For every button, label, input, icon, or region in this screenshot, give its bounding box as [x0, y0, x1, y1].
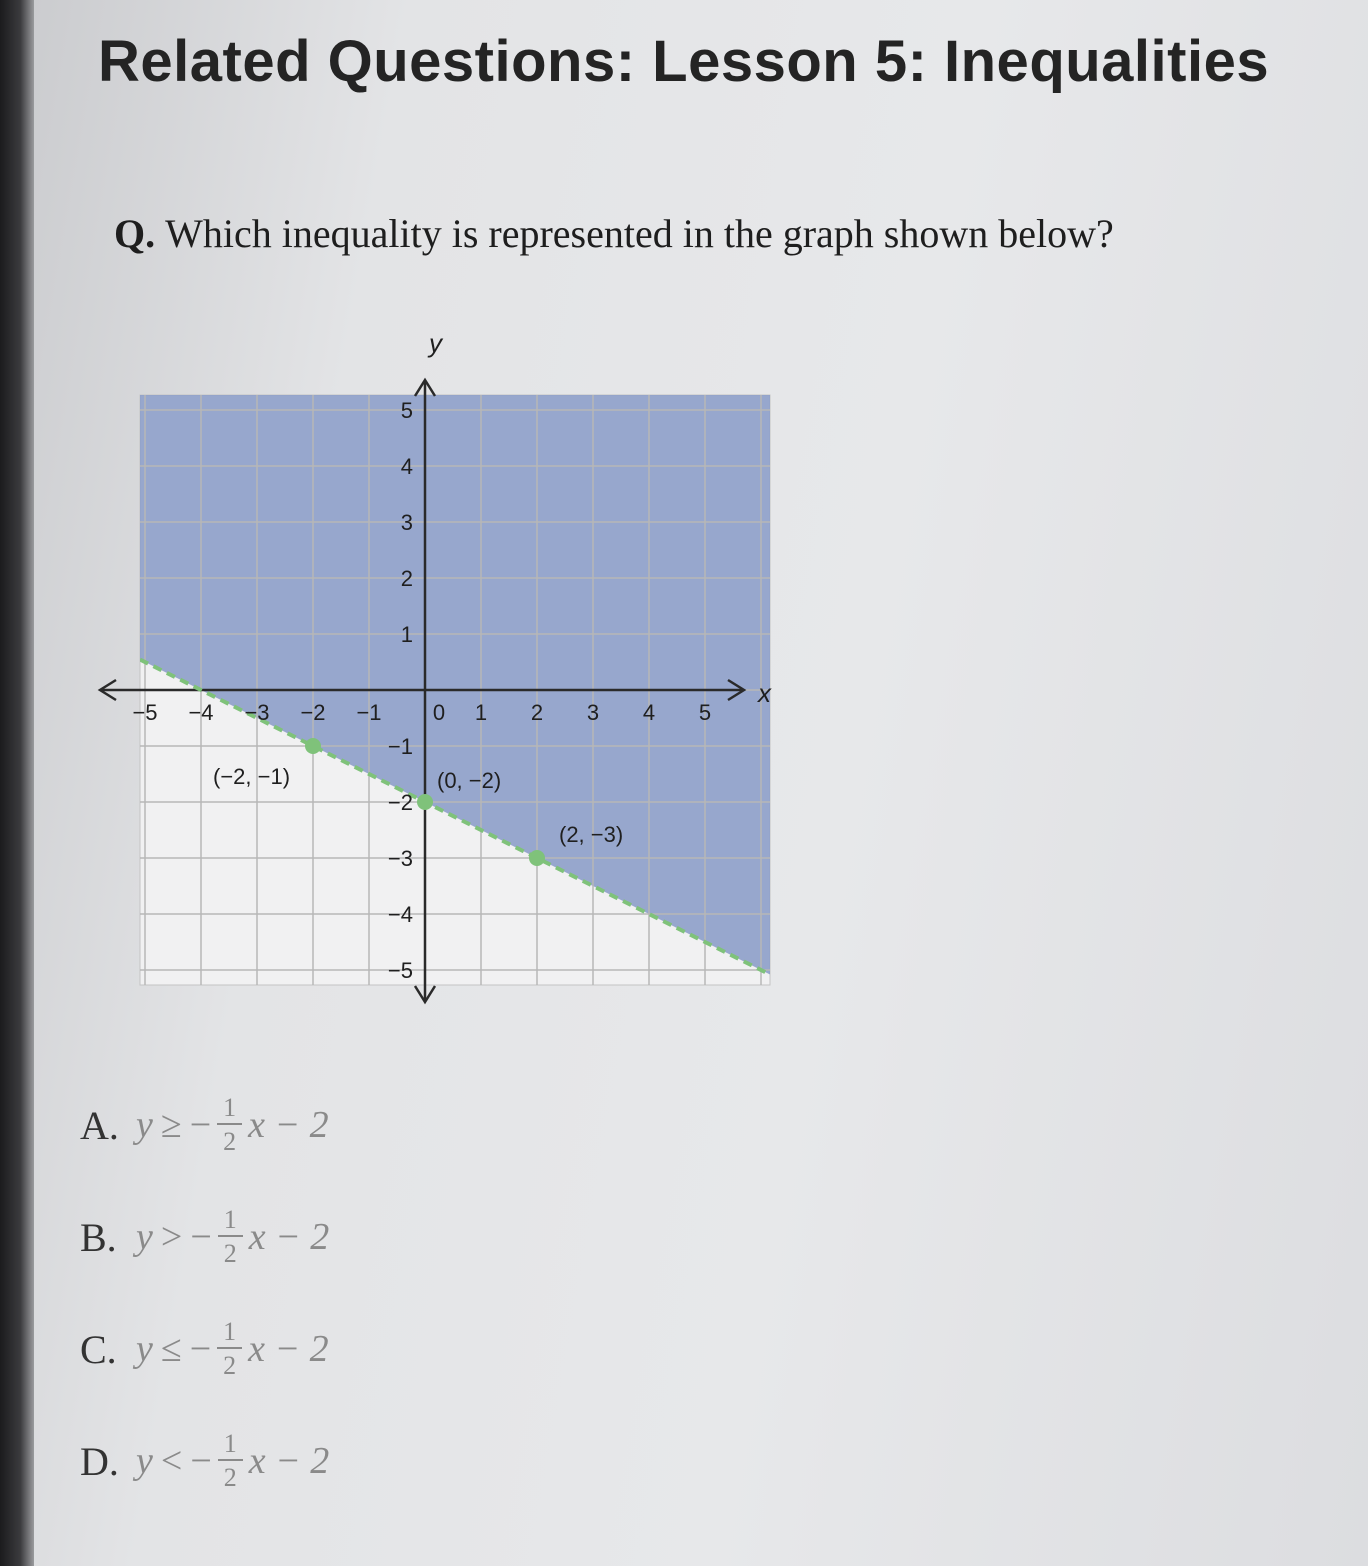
- y-tick-label: −5: [387, 958, 413, 983]
- expr-inequality-sign: <: [160, 1440, 183, 1482]
- point-label: (−2, −1): [213, 764, 291, 789]
- plotted-point: [529, 850, 545, 866]
- x-tick-label: 5: [698, 700, 712, 725]
- expr-rest: x − 2: [248, 1440, 330, 1482]
- question-text: Which inequality is represented in the graph shown below?: [165, 211, 1114, 256]
- expr-rest: x − 2: [248, 1216, 330, 1258]
- y-tick-label: 2: [400, 566, 413, 591]
- y-tick-label: −2: [387, 790, 413, 815]
- expr-inequality-sign: >: [160, 1216, 183, 1258]
- x-tick-label: 0: [432, 700, 446, 725]
- expr-negative: −: [189, 1104, 212, 1146]
- expr-inequality-sign: ≥: [160, 1104, 182, 1146]
- point-label: (0, −2): [437, 768, 502, 793]
- y-tick-label: 3: [400, 510, 413, 535]
- choice-expression: [136, 1207, 329, 1267]
- fraction-numerator: 1: [217, 1095, 242, 1125]
- point-label: (2, −3): [559, 822, 624, 847]
- choice-letter: C.: [80, 1326, 117, 1372]
- expr-negative: −: [190, 1440, 212, 1482]
- question-prefix: Q.: [114, 211, 156, 256]
- fraction-denominator: 2: [223, 1351, 237, 1380]
- expr-inequality-sign: ≤: [160, 1328, 182, 1370]
- choice-expression: [136, 1319, 329, 1379]
- expr-negative: −: [190, 1216, 212, 1258]
- expr-fraction: [218, 1431, 243, 1491]
- expr-variable: y: [136, 1216, 153, 1258]
- x-tick-label: 3: [586, 700, 600, 725]
- y-tick-label: −3: [387, 846, 413, 871]
- choice-letter: D.: [80, 1438, 119, 1484]
- x-tick-label: −4: [188, 700, 214, 725]
- plotted-point: [305, 738, 321, 754]
- x-tick-label: 2: [530, 700, 544, 725]
- expr-variable: y: [136, 1328, 153, 1370]
- expr-variable: y: [136, 1104, 153, 1146]
- x-tick-label: −1: [356, 700, 382, 725]
- expr-fraction: [217, 1095, 242, 1155]
- choice-c[interactable]: [80, 1304, 329, 1394]
- question: [114, 210, 1114, 257]
- y-tick-label: 4: [400, 454, 413, 479]
- fraction-numerator: 1: [217, 1319, 242, 1349]
- x-tick-label: 1: [474, 700, 488, 725]
- expr-rest: x − 2: [248, 1104, 329, 1146]
- choice-expression: [136, 1095, 329, 1155]
- expr-fraction: [217, 1319, 242, 1379]
- x-tick-label: 4: [642, 700, 656, 725]
- choice-a[interactable]: [80, 1080, 329, 1170]
- y-axis-label: y: [429, 328, 442, 358]
- graph-svg: [80, 300, 800, 1030]
- expr-rest: x − 2: [248, 1328, 329, 1370]
- inequality-graph: [80, 300, 800, 1030]
- y-tick-label: −4: [387, 902, 413, 927]
- choice-letter: A.: [80, 1102, 119, 1148]
- x-tick-label: −5: [132, 700, 158, 725]
- fraction-numerator: 1: [218, 1431, 243, 1461]
- fraction-denominator: 2: [223, 1463, 237, 1492]
- y-tick-label: −1: [387, 734, 413, 759]
- choice-letter: B.: [80, 1214, 117, 1260]
- x-tick-label: −2: [300, 700, 326, 725]
- choice-d[interactable]: [80, 1416, 329, 1506]
- y-tick-label: 5: [400, 398, 413, 423]
- plotted-point: [417, 794, 433, 810]
- screen-edge: [0, 0, 34, 1566]
- y-tick-label: 1: [400, 622, 413, 647]
- fraction-numerator: 1: [218, 1207, 243, 1237]
- fraction-denominator: 2: [223, 1239, 237, 1268]
- choice-expression: [136, 1431, 329, 1491]
- fraction-denominator: 2: [223, 1127, 237, 1156]
- page-title: Related Questions: Lesson 5: Inequalities: [98, 29, 1270, 94]
- choice-b[interactable]: [80, 1192, 329, 1282]
- x-tick-label: −3: [244, 700, 270, 725]
- expr-variable: y: [136, 1440, 153, 1482]
- x-axis-label: x: [758, 678, 771, 708]
- expr-negative: −: [189, 1328, 212, 1370]
- expr-fraction: [218, 1207, 243, 1267]
